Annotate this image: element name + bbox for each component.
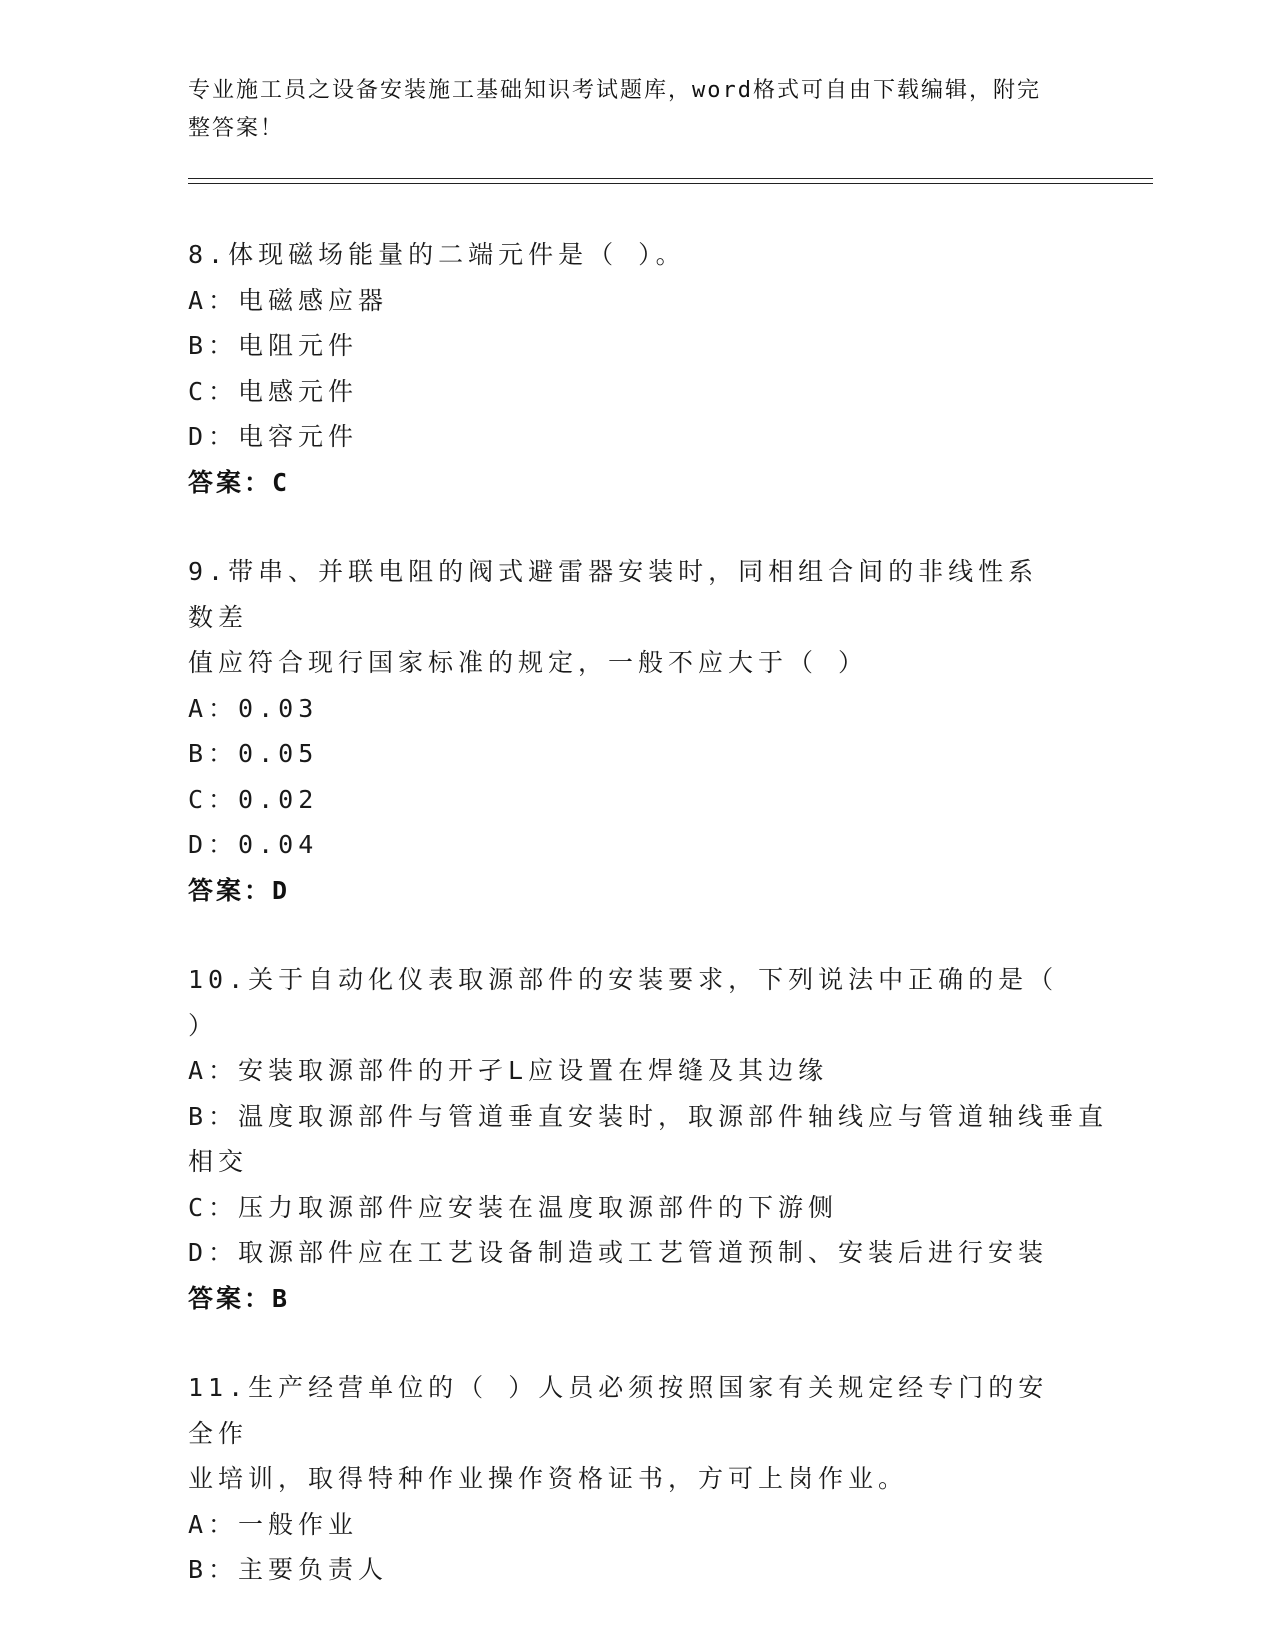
option-a: A：0.03: [188, 693, 319, 723]
option-c: C：0.02: [188, 784, 319, 814]
question-8: [188, 232, 1088, 505]
question-10: [188, 957, 1109, 1321]
question-stem-line-2: 值应符合现行国家标准的规定，一般不应大于（ ）: [188, 648, 869, 677]
option-c: C：压力取源部件应安装在温度取源部件的下游侧: [188, 1192, 839, 1222]
answer-line: 答案：D: [188, 875, 291, 905]
option-a: A：电磁感应器: [188, 285, 389, 315]
question-stem-line-1: 11.生产经营单位的（ ）人员必须按照国家有关规定经专门的安全作: [188, 1373, 1049, 1448]
option-b: B：温度取源部件与管道垂直安装时，取源部件轴线应与管道轴线垂直: [188, 1101, 1109, 1131]
question-11: [188, 1365, 1088, 1593]
option-a: A：安装取源部件的开孑L应设置在焊缝及其边缘: [188, 1056, 829, 1085]
answer-line: 答案：C: [188, 467, 291, 497]
option-d: D：电容元件: [188, 422, 359, 451]
option-b: B：0.05: [188, 739, 319, 768]
question-stem-line-1: 9.带串、并联电阻的阀式避雷器安装时，同相组合间的非线性系数差: [188, 557, 1039, 632]
option-c: C：电感元件: [188, 376, 359, 406]
question-9: [188, 549, 1088, 913]
option-b-continuation: 相交: [188, 1147, 249, 1176]
header-rule-top: [188, 178, 1153, 179]
option-a: A：一般作业: [188, 1509, 359, 1539]
document-header: [188, 72, 1088, 148]
option-d: D：取源部件应在工艺设备制造或工艺管道预制、安装后进行安装: [188, 1238, 1049, 1267]
question-stem: 8.体现磁场能量的二端元件是（ ）。: [188, 240, 686, 269]
option-b: B：电阻元件: [188, 331, 359, 360]
option-d: D：0.04: [188, 830, 319, 859]
header-rule-bottom: [188, 183, 1153, 184]
option-b: B：主要负责人: [188, 1555, 389, 1584]
header-line-1: 专业施工员之设备安装施工基础知识考试题库，word格式可自由下载编辑，附完: [188, 78, 1041, 103]
header-line-2: 整答案！: [188, 116, 285, 141]
answer-line: 答案：B: [188, 1283, 291, 1313]
question-stem: 10.关于自动化仪表取源部件的安装要求，下列说法中正确的是（ ）: [188, 965, 1059, 1040]
question-list: [188, 232, 1109, 1637]
question-stem-line-2: 业培训，取得特种作业操作资格证书，方可上岗作业。: [188, 1464, 909, 1493]
